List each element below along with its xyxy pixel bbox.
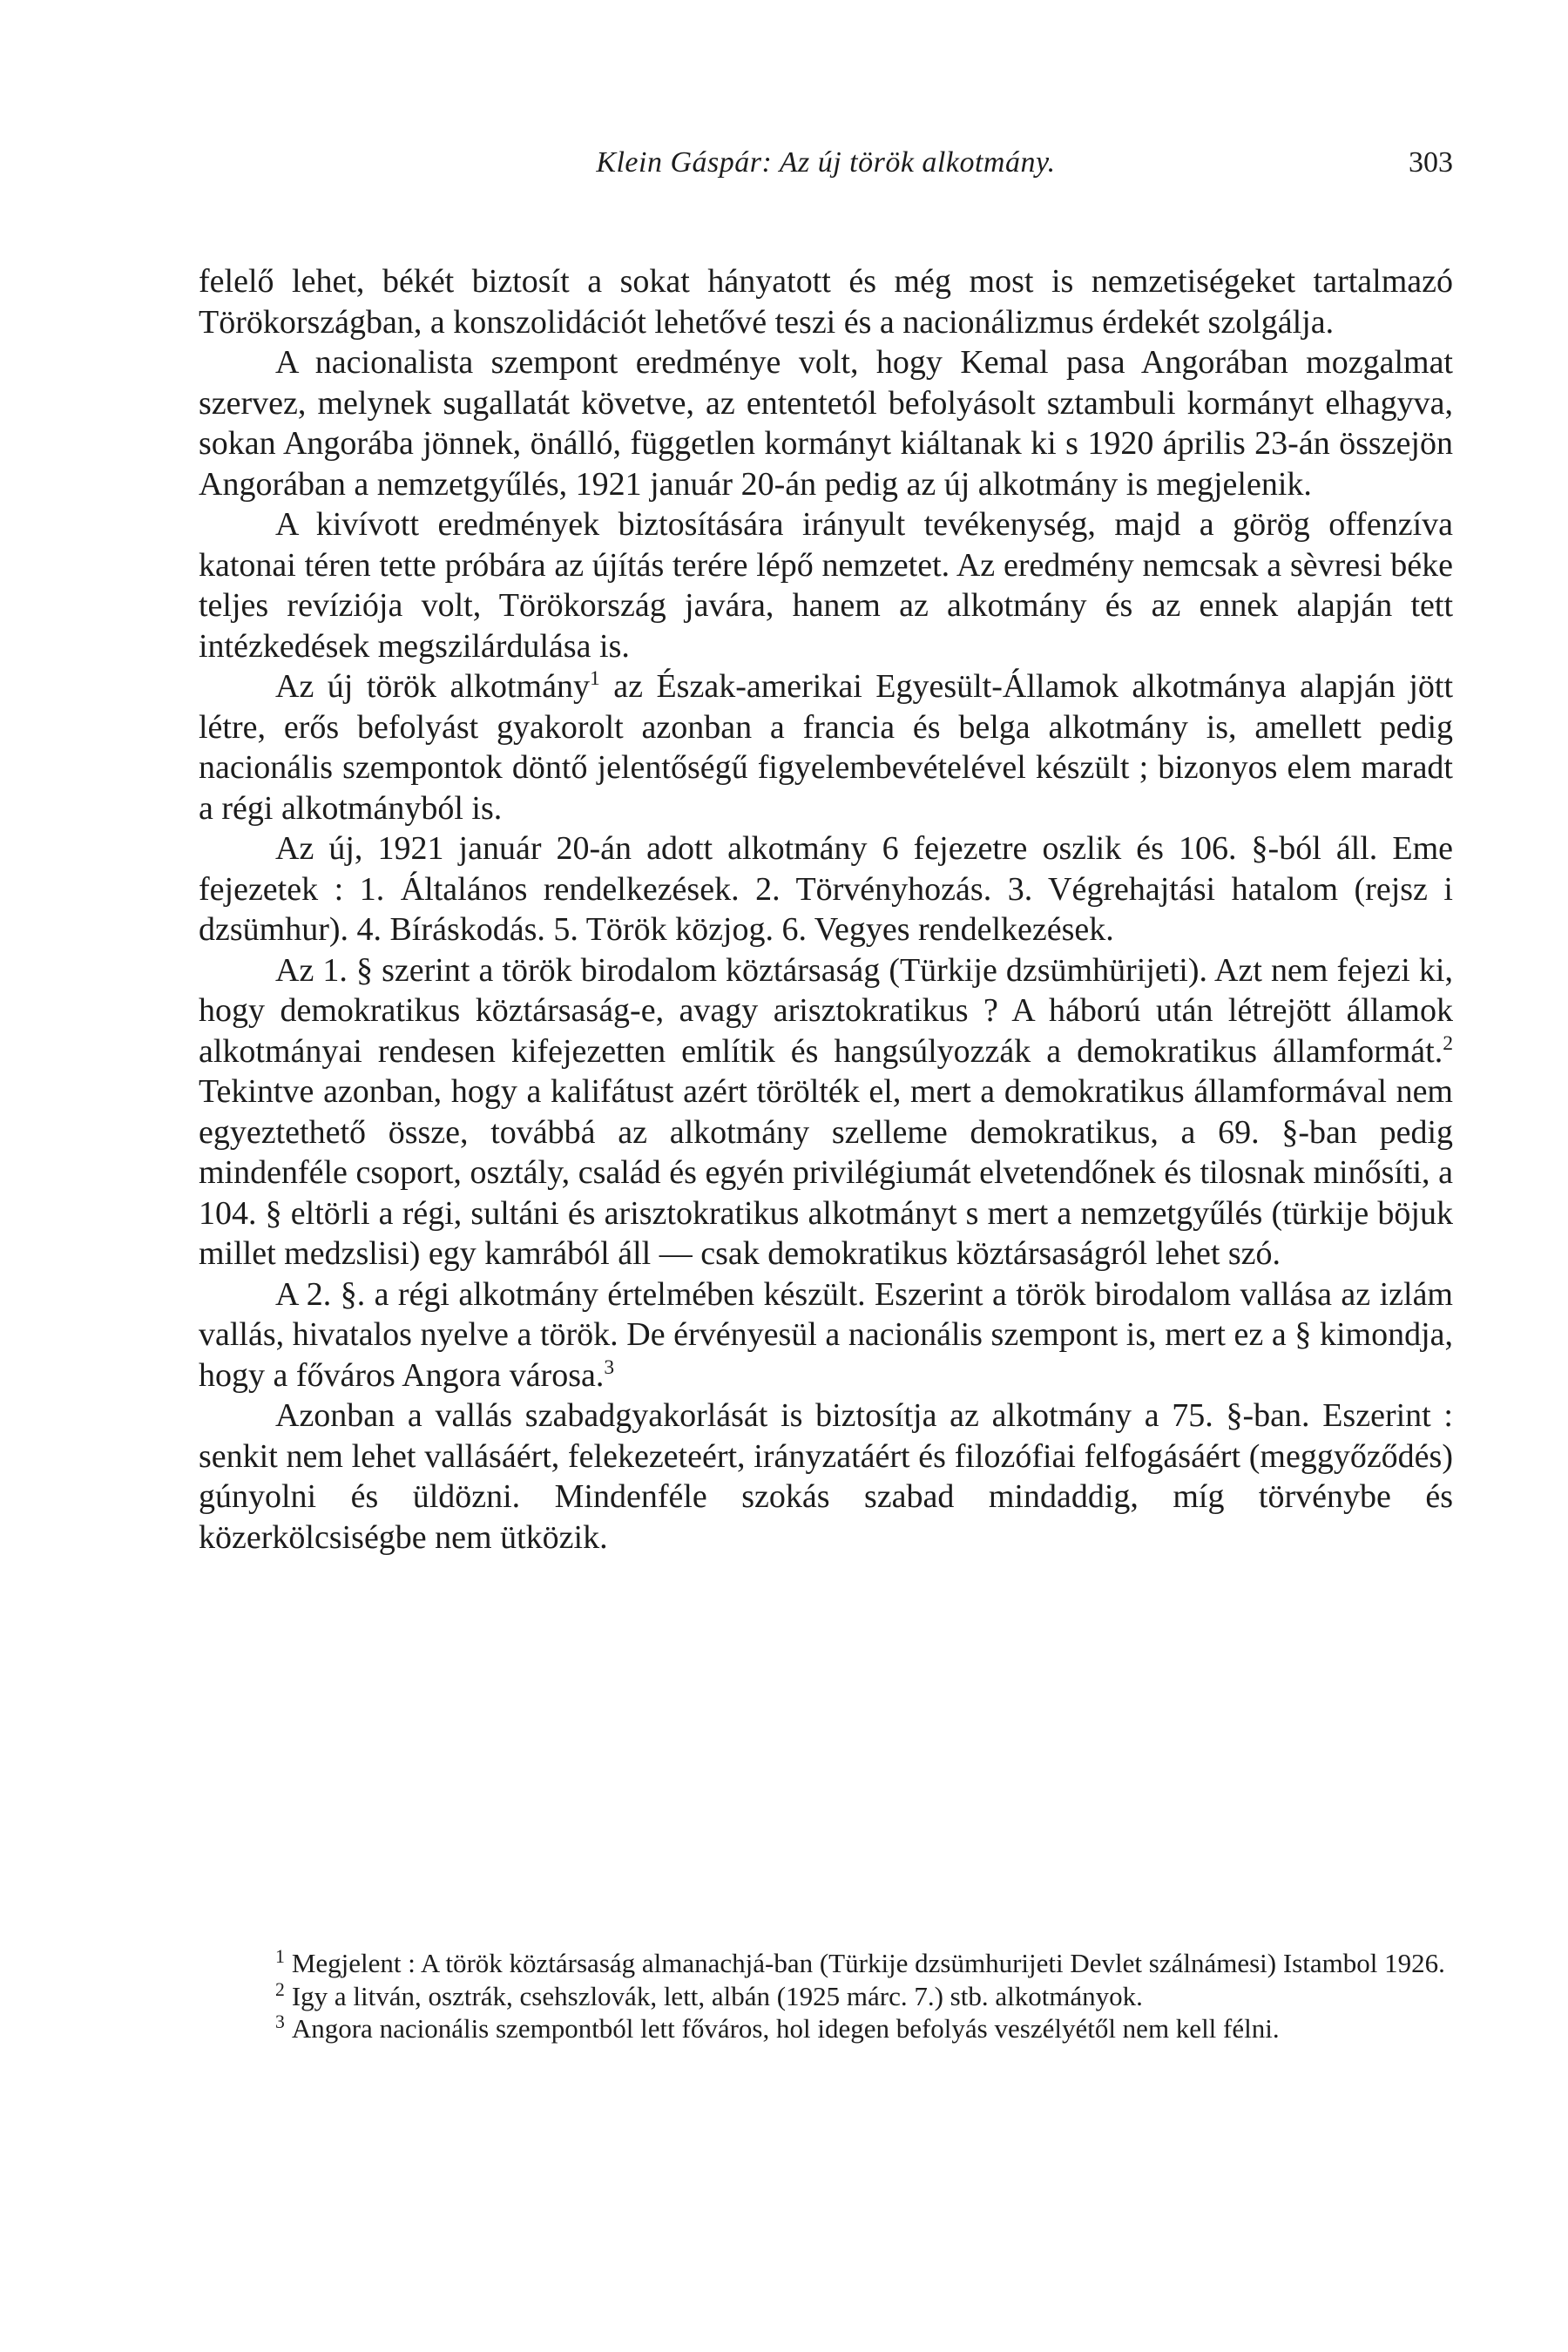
body-text	[199, 261, 1453, 1558]
footnote-1	[199, 1947, 1453, 1980]
paragraph-text: Azonban a vallás szabadgyakorlását is biztosítja az alkotmány a 75. §-ban. Eszerint : senkit nem lehet vallásáért, felekezeteért, irányzatáért és filozófiai felfogásáért (meggyőződés) gúnyolni és üldözni. Mindenféle szokás szabad mindaddig, míg törvénybe és közerkölcsiségbe nem ütközik.	[199, 1397, 1453, 1556]
footnote-text: Angora nacionális szempontból lett főváros, hol idegen befolyás veszélyétől nem kell félni.	[291, 2013, 1280, 2044]
paragraph-7	[199, 1274, 1453, 1396]
paragraph-text: Tekintve azonban, hogy a kalifátust azért törölték el, mert a demokratikus államformával nem egyeztethető össze, továbbá az alkotmány szelleme demokratikus, a 69. §-ban pedig mindenféle csoport, osztály, család és egyén privilégiumát elvetendőnek és tilosnak minősíti, a 104. § eltörli a régi, sultáni és arisztokratikus alkotmányt s mert a nemzetgyűlés (türkije böjuk millet medzslisi) egy kamrából áll — csak demokratikus köztársaságról lehet szó.	[199, 1073, 1453, 1272]
footnote-ref-3: 3	[604, 1355, 615, 1379]
paragraph-text: Az 1. § szerint a török birodalom köztársaság (Türkije dzsümhürijeti). Azt nem fejezi ki, hogy demokratikus köztársaság-e, avagy arisztokratikus ? A háború után létrejött államok alkotmányai rendesen kifejezetten említik és hangsúlyozzák a demokratikus államformát.	[199, 951, 1453, 1070]
footnote-3	[199, 2012, 1453, 2045]
footnote-text: Megjelent : A török köztársaság almanachjá-ban (Türkije dzsümhurijeti Devlet szálnámesi) Istambol 1926.	[291, 1948, 1445, 1978]
paragraph-text: Az új török alkotmány	[275, 668, 590, 705]
paragraph-text: az Észak-amerikai Egyesült-Államok alkotmánya alapján jött létre, erős befolyást gyakorolt azonban a francia és belga alkotmány is, amellett pedig nacionális szempontok döntő jelentőségű figyelembevételével készült ; bizonyos elem maradt a régi alkotmányból is.	[199, 668, 1454, 827]
running-header	[199, 146, 1453, 190]
footnote-ref-2: 2	[1443, 1031, 1453, 1055]
footnote-marker: 2	[275, 1978, 285, 2000]
paragraph-2	[199, 342, 1453, 504]
footnote-2	[199, 1980, 1453, 2013]
paragraph-text: A nacionalista szempont eredménye volt, hogy Kemal pasa Angorában mozgalmat szervez, melynek sugallatát követve, az ententetól befolyásolt sztambuli kormányt elhagyva, sokan Angorába jönnek, önálló, független kormányt kiáltanak ki s 1920 április 23-án összejön Angorában a nemzetgyűlés, 1921 január 20-án pedig az új alkotmány is megjelenik.	[199, 344, 1453, 503]
footnote-ref-1: 1	[589, 666, 600, 690]
paragraph-3	[199, 504, 1453, 666]
footnote-marker: 3	[275, 2011, 285, 2033]
paragraph-4	[199, 666, 1453, 828]
footnote-marker: 1	[275, 1946, 285, 1968]
paragraph-5	[199, 828, 1453, 950]
footnotes	[199, 1947, 1453, 2045]
paragraph-8	[199, 1396, 1453, 1558]
paragraph-text: Az új, 1921 január 20-án adott alkotmány 6 fejezetre oszlik és 106. §-ból áll. Eme fejezetek : 1. Általános rendelkezések. 2. Törvényhozás. 3. Végrehajtási hatalom (rejsz i dzsümhur). 4. Bíráskodás. 5. Török közjog. 6. Vegyes rendelkezések.	[199, 830, 1453, 948]
paragraph-text: felelő lehet, békét biztosít a sokat hányatott és még most is nemzetiségeket tartalmazó Törökországban, a konszolidációt lehetővé teszi és a nacionálizmus érdekét szolgálja.	[199, 263, 1453, 341]
paragraph-text: A 2. §. a régi alkotmány értelmében készült. Eszerint a török birodalom vallása az izlám vallás, hivatalos nyelve a török. De érvényesül a nacionális szempont is, mert ez a § kimondja, hogy a főváros Angora városa.	[199, 1275, 1453, 1394]
footnote-text: Igy a litván, osztrák, csehszlovák, lett, albán (1925 márc. 7.) stb. alkotmányok.	[291, 1980, 1143, 2011]
page-number: 303	[1409, 146, 1453, 179]
paragraph-1	[199, 261, 1453, 342]
paragraph-6	[199, 950, 1453, 1274]
paragraph-text: A kivívott eredmények biztosítására irányult tevékenység, majd a görög offenzíva katonai téren tette próbára az újítás terére lépő nemzetet. Az eredmény nemcsak a sèvresi béke teljes revíziója volt, Törökország javára, hanem az alkotmány és az ennek alapján tett intézkedések megszilárdulása is.	[199, 506, 1453, 665]
running-title: Klein Gáspár: Az új török alkotmány.	[596, 146, 1056, 179]
